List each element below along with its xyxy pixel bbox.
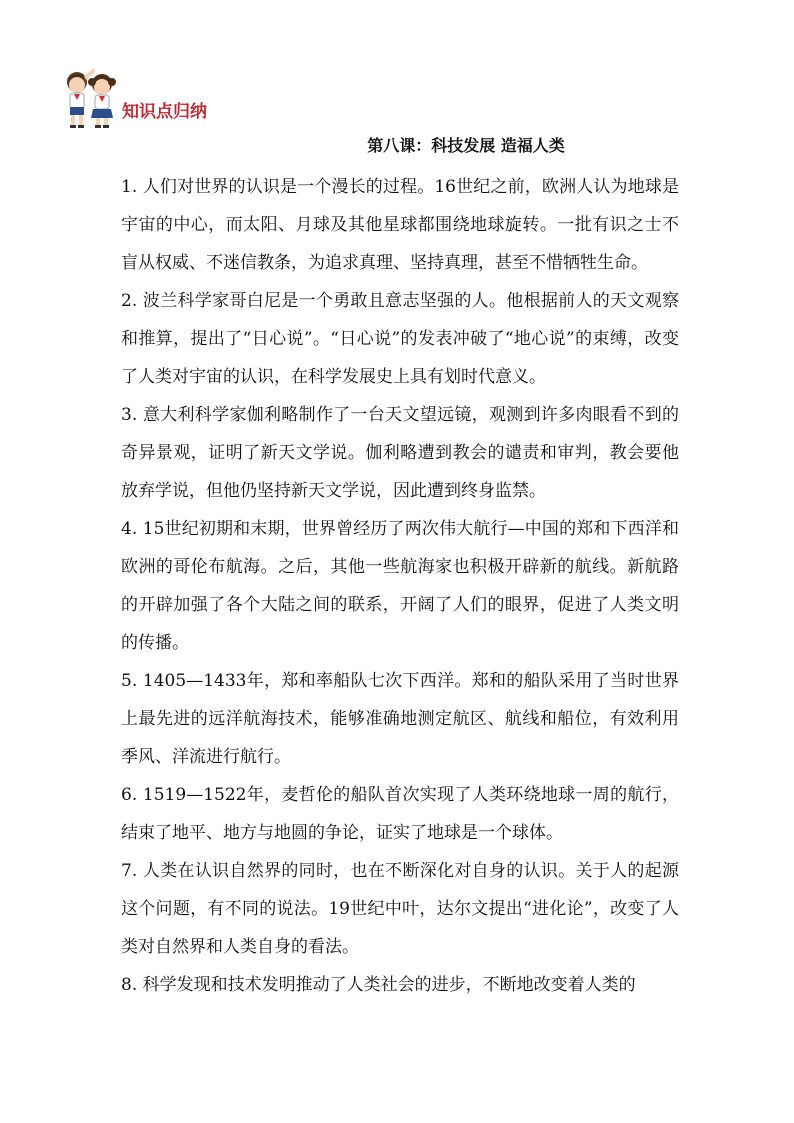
- students-illustration-icon: [62, 66, 118, 132]
- paragraph-4: 4. 15世纪初期和末期，世界曾经历了两次伟大航行—中国的郑和下西洋和欧洲的哥伦布航海。之后，其他一些航海家也积极开辟新的航线。新航路的开辟加强了各个大陆之间的联系，开阔了人们的眼界，促进了人类文明的传播。: [121, 519, 679, 653]
- paragraph-8: 8. 科学发现和技术发明推动了人类社会的进步，不断地改变着人类的: [121, 975, 636, 995]
- paragraph-7: 7. 人类在认识自然界的同时，也在不断深化对自身的认识。关于人的起源这个问题，有不同的说法。19世纪中叶，达尔文提出“进化论”，改变了人类对自然界和人类自身的看法。: [121, 861, 679, 957]
- section-header: [62, 62, 362, 132]
- section-title: 知识点归纳: [122, 102, 207, 122]
- content-body: [121, 168, 679, 1004]
- paragraph-6: 6. 1519—1522年，麦哲伦的船队首次实现了人类环绕地球一周的航行，结束了地平、地方与地圆的争论，证实了地球是一个球体。: [121, 785, 679, 843]
- lesson-title-text: 第八课：科技发展 造福人类: [367, 136, 565, 155]
- lesson-title: [0, 133, 794, 156]
- paragraph-3: 3. 意大利科学家伽利略制作了一台天文望远镜，观测到许多肉眼看不到的奇异景观，证明了新天文学说。伽利略遭到教会的谴责和审判，教会要他放弃学说，但他仍坚持新天文学说，因此遭到终身监禁。: [121, 405, 679, 501]
- paragraph-1: 1. 人们对世界的认识是一个漫长的过程。16世纪之前，欧洲人认为地球是宇宙的中心，而太阳、月球及其他星球都围绕地球旋转。一批有识之士不盲从权威、不迷信教条，为追求真理、坚持真理，甚至不惜牺牲生命。: [121, 177, 679, 273]
- paragraph-5: 5. 1405—1433年，郑和率船队七次下西洋。郑和的船队采用了当时世界上最先进的远洋航海技术，能够准确地测定航区、航线和船位，有效利用季风、洋流进行航行。: [121, 671, 679, 767]
- paragraph-2: 2. 波兰科学家哥白尼是一个勇敢且意志坚强的人。他根据前人的天文观察和推算，提出了“日心说”。“日心说”的发表冲破了“地心说”的束缚，改变了人类对宇宙的认识，在科学发展史上具有划时代意义。: [121, 291, 679, 387]
